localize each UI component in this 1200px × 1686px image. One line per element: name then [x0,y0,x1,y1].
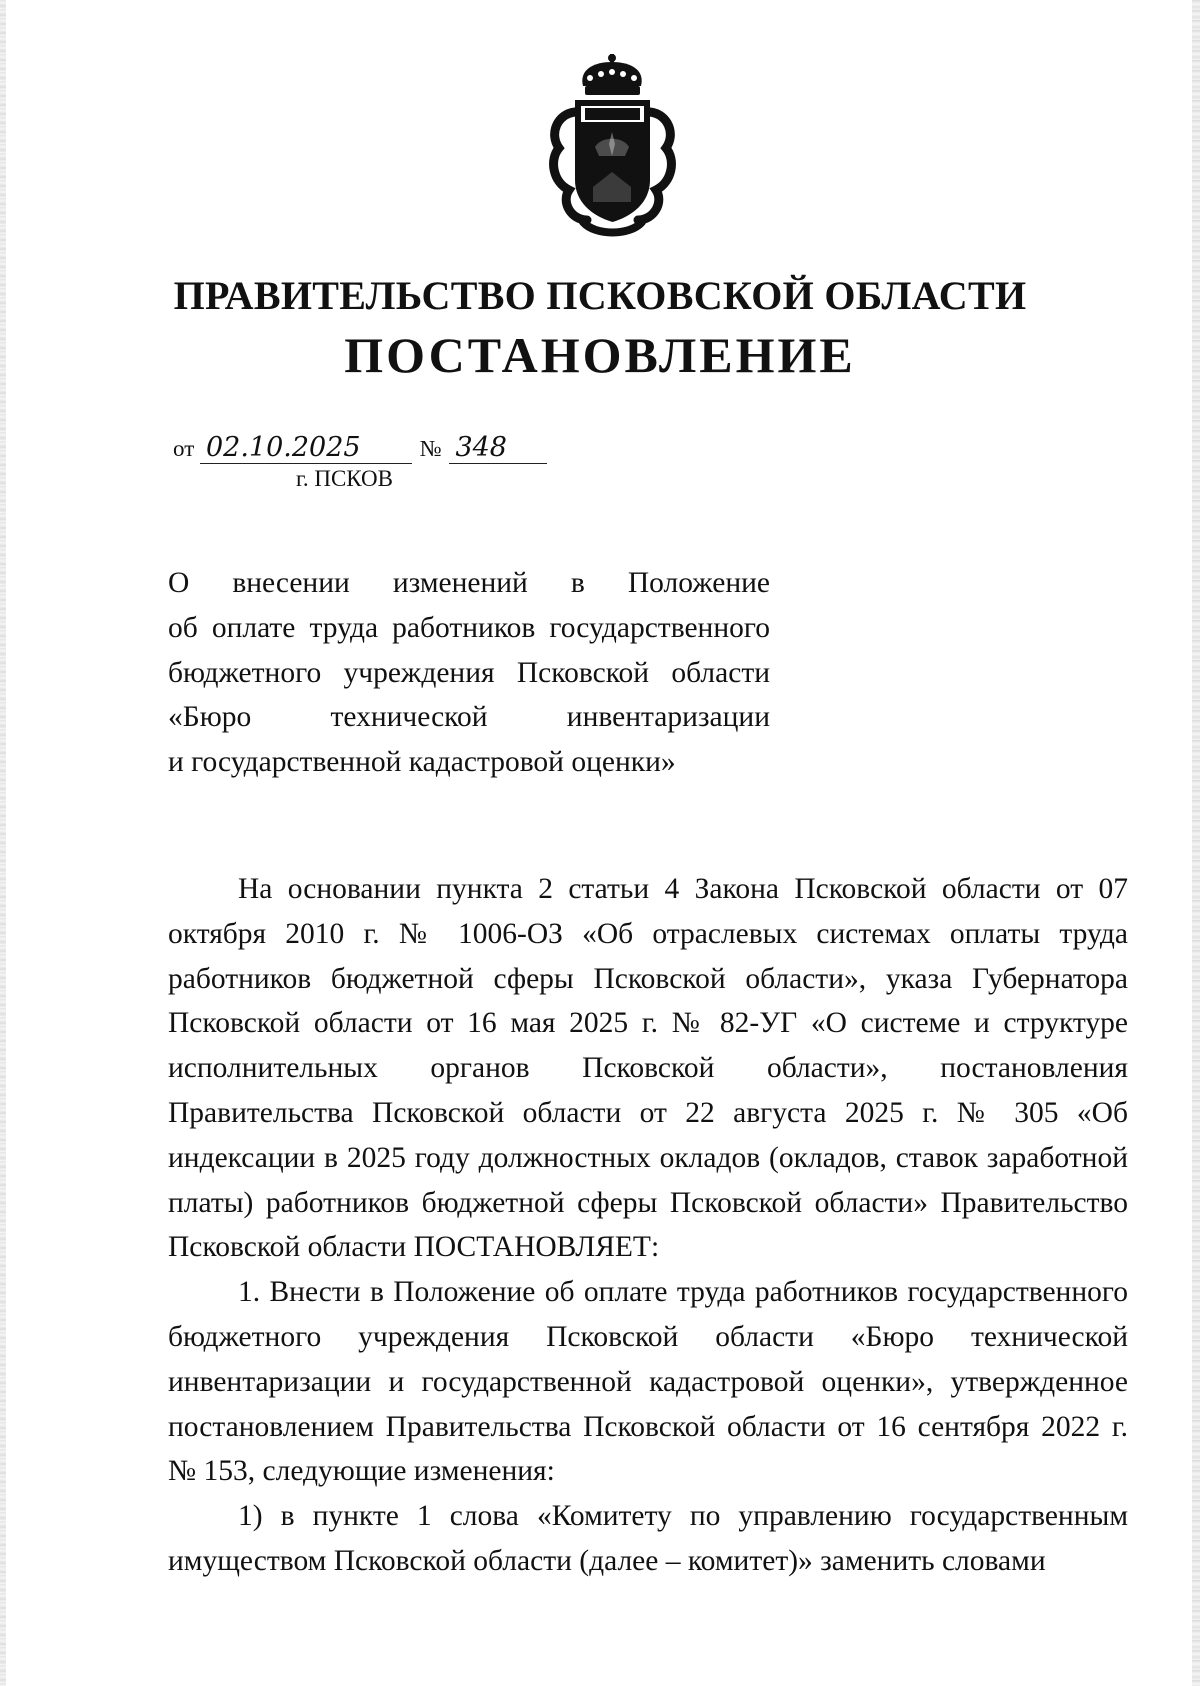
document-number: 348 [449,432,547,464]
document-body [168,867,1128,1584]
document-date: 02.10.2025 [200,432,412,464]
scan-edge-left [0,0,6,1686]
subject-line: О внесении изменений в Положение [168,567,770,599]
number-label: № [419,436,442,461]
from-label: от [173,436,195,461]
subject-line: «Бюро технической инвентаризации [168,701,770,734]
body-paragraph: 1) в пункте 1 слова «Комитету по управлению государственным имуществом Псковской области (далее – комитет)» заменить словами [168,1500,1128,1577]
organization-title: ПРАВИТЕЛЬСТВО ПСКОВСКОЙ ОБЛАСТИ [173,273,1027,318]
subject-line: об оплате труда работников государственного [168,611,770,644]
subject-line: и государственной кадастровой оценки» [168,746,676,779]
document-type-title: ПОСТАНОВЛЕНИЕ [344,327,856,383]
coat-of-arms-icon [535,52,690,244]
body-paragraph: На основании пункта 2 статьи 4 Закона Псковской области от 07 октября 2010 г. № 1006-ОЗ «Об отраслевых системах оплаты труда работников бюджетной сферы Псковской области», указа Губернатора Псковской области от 16 мая 2025 г. № 82-УГ «О системе и структуре исполнительных органов Псковской области», постановления Правительства Псковской области от 22 августа 2025 г. № 305 «Об индексации в 2025 году должностных окладов (окладов, ставок заработной платы) работников бюджетной сферы Псковской области» Правительство Псковской области ПОСТАНОВЛЯЕТ: [168,873,1128,1264]
body-paragraph: 1. Внести в Положение об оплате труда работников государственного бюджетного учреждения Псковской области «Бюро технической инвентаризации и государственной кадастровой оценки», утвержденное постановлением Правительства Псковской области от 16 сентября 2022 г. № 153, следующие изменения: [168,1276,1128,1488]
subject-line: бюджетного учреждения Псковской области [168,656,770,689]
scan-edge-right [1192,0,1200,1686]
document-subject [168,561,770,785]
city-label: г. ПСКОВ [296,466,394,491]
document-meta-line [173,432,547,464]
